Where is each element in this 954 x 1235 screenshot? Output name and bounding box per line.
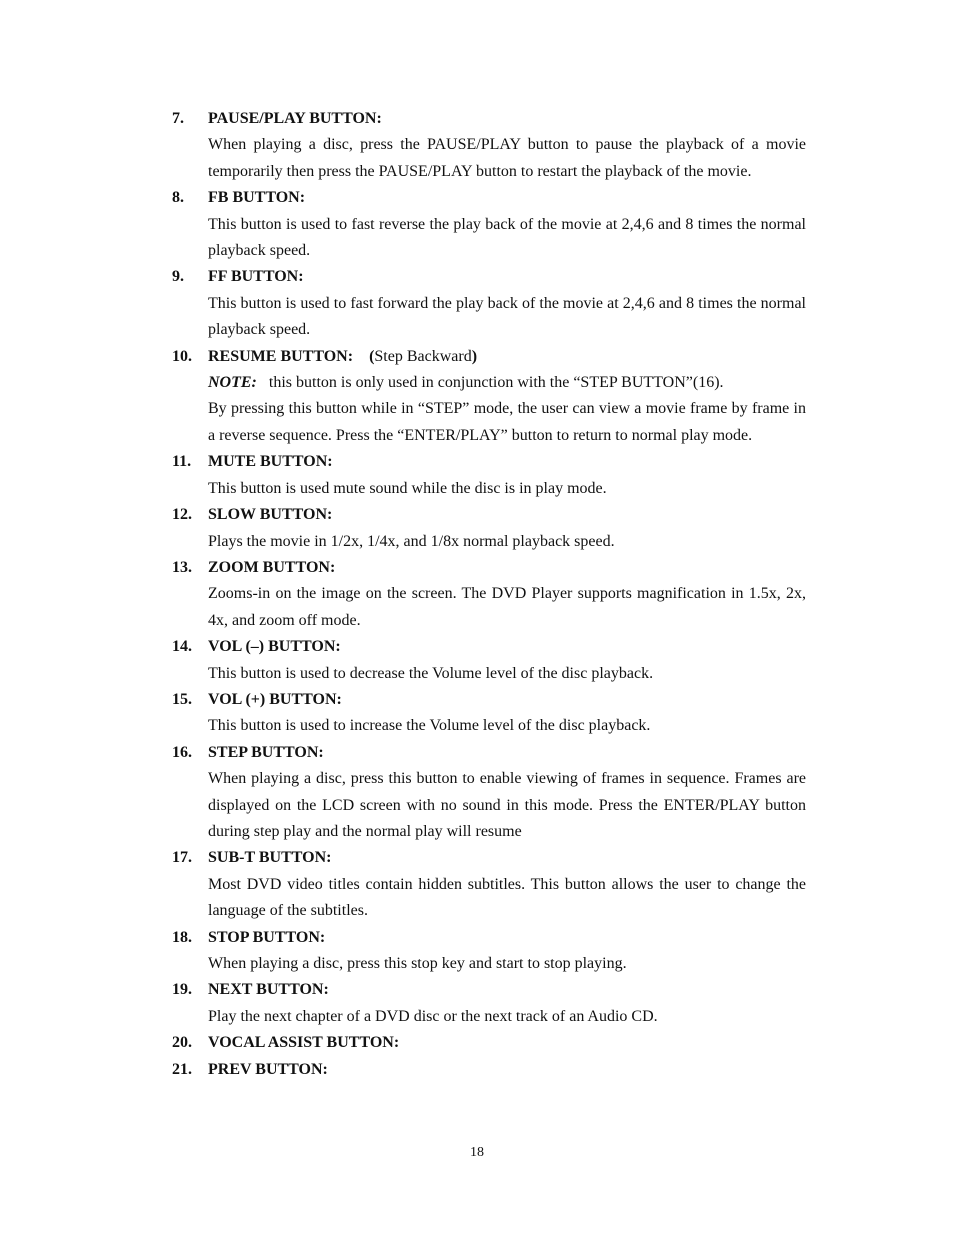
item-number: 14. <box>172 638 192 656</box>
item-title: FB BUTTON: <box>208 189 306 207</box>
item-title-extra: (Step Backward) <box>369 347 478 365</box>
item-description <box>208 291 806 344</box>
item-title: VOL (–) BUTTON: <box>208 638 341 656</box>
item-number: 15. <box>172 690 192 708</box>
item-title: PAUSE/PLAY BUTTON: <box>208 110 382 127</box>
item-heading <box>172 555 806 581</box>
document-content <box>172 106 806 1083</box>
item-description <box>208 581 806 634</box>
item-description <box>208 951 806 977</box>
list-item-prev <box>172 1057 806 1083</box>
item-heading <box>172 977 806 1003</box>
item-heading <box>172 502 806 528</box>
list-item-mute <box>172 449 806 502</box>
item-title-wrap <box>208 344 806 370</box>
item-heading <box>172 687 806 713</box>
item-text: Plays the movie in 1/2x, 1/4x, and 1/8x normal playback speed. <box>208 532 615 550</box>
item-number: 9. <box>172 268 184 286</box>
item-title: VOL (+) BUTTON: <box>208 690 342 708</box>
item-heading <box>172 264 806 290</box>
item-text: When playing a disc, press the PAUSE/PLAY button to pause the playback of a movie temporarily then press the PAUSE/PLAY button to restart the playback of the movie. <box>208 136 806 180</box>
item-description <box>208 661 806 687</box>
item-text: Play the next chapter of a DVD disc or the next track of an Audio CD. <box>208 1007 658 1025</box>
list-item-vol-plus <box>172 687 806 740</box>
item-text: When playing a disc, press this button to enable viewing of frames in sequence. Frames are displayed on the LCD screen with no sound in this mode. Press the ENTER/PLAY button during step play and the normal play will resume <box>208 770 806 840</box>
list-item-zoom <box>172 555 806 634</box>
list-item-next <box>172 977 806 1030</box>
item-text: This button is used to fast reverse the play back of the movie at 2,4,6 and 8 times the normal playback speed. <box>208 215 806 260</box>
item-description <box>208 132 806 185</box>
item-number: 11. <box>172 453 192 471</box>
item-description <box>208 476 806 502</box>
item-number: 20. <box>172 1034 192 1052</box>
item-description <box>208 1004 806 1030</box>
item-number: 7. <box>172 110 184 127</box>
item-text: This button is used to fast forward the play back of the movie at 2,4,6 and 8 times the normal playback speed. <box>208 294 806 339</box>
item-description <box>208 529 806 555</box>
item-heading <box>172 1057 806 1083</box>
item-title: SUB-T BUTTON: <box>208 849 332 867</box>
item-heading <box>172 1030 806 1056</box>
list-item-stop <box>172 925 806 978</box>
item-number: 21. <box>172 1060 192 1078</box>
item-text: This button is used mute sound while the disc is in play mode. <box>208 479 607 497</box>
item-title: STEP BUTTON: <box>208 743 324 761</box>
item-heading <box>172 845 806 871</box>
item-text: This button is used to decrease the Volume level of the disc playback. <box>208 664 654 682</box>
list-item-vol-minus <box>172 634 806 687</box>
item-title: ZOOM BUTTON: <box>208 558 336 576</box>
item-number: 16. <box>172 743 192 761</box>
item-title-extra-text: Step Backward <box>374 347 472 365</box>
item-number: 19. <box>172 981 192 999</box>
item-description <box>208 766 806 845</box>
item-text: By pressing this button while in “STEP” mode, the user can view a movie frame by frame in a reverse sequence. Press the “ENTER/PLAY” button to return to normal play mode. <box>208 400 806 444</box>
note-line <box>208 370 806 396</box>
list-item-ff <box>172 264 806 343</box>
item-text: This button is used to increase the Volume level of the disc playback. <box>208 717 651 735</box>
item-number: 13. <box>172 558 192 576</box>
item-text: Most DVD video titles contain hidden subtitles. This button allows the user to change the language of the subtitles. <box>208 875 806 920</box>
item-description <box>208 370 806 449</box>
list-item-sub-t <box>172 845 806 924</box>
item-title: PREV BUTTON: <box>208 1060 328 1078</box>
item-heading <box>172 344 806 370</box>
item-heading <box>172 634 806 660</box>
item-title: NEXT BUTTON: <box>208 981 329 999</box>
item-description <box>208 872 806 925</box>
item-number: 17. <box>172 849 192 867</box>
list-item-vocal-assist <box>172 1030 806 1056</box>
item-text: When playing a disc, press this stop key and start to stop playing. <box>208 955 627 972</box>
item-number: 18. <box>172 928 192 946</box>
note-label: NOTE: <box>208 374 257 392</box>
list-item-pause-play <box>172 106 806 185</box>
note-text: this button is only used in conjunction with the “STEP BUTTON”(16). <box>268 374 724 392</box>
item-title: STOP BUTTON: <box>208 928 326 946</box>
list-item-fb <box>172 185 806 264</box>
item-title: RESUME BUTTON: <box>208 347 354 365</box>
item-description <box>208 713 806 739</box>
item-heading <box>172 106 806 132</box>
item-description <box>208 212 806 265</box>
item-title: MUTE BUTTON: <box>208 453 333 471</box>
item-heading <box>172 449 806 475</box>
item-heading <box>172 740 806 766</box>
list-item-step <box>172 740 806 846</box>
page-number: 18 <box>470 1145 484 1160</box>
item-heading <box>172 925 806 951</box>
list-item-resume <box>172 344 806 450</box>
item-number: 10. <box>172 347 192 365</box>
item-heading <box>172 185 806 211</box>
item-text: Zooms-in on the image on the screen. The DVD Player supports magnification in 1.5x, 2x, 4x, and zoom off mode. <box>208 585 806 629</box>
item-title: FF BUTTON: <box>208 268 304 286</box>
list-item-slow <box>172 502 806 555</box>
item-title: VOCAL ASSIST BUTTON: <box>208 1034 400 1052</box>
item-title: SLOW BUTTON: <box>208 506 333 524</box>
item-number: 8. <box>172 189 184 207</box>
item-number: 12. <box>172 506 192 524</box>
